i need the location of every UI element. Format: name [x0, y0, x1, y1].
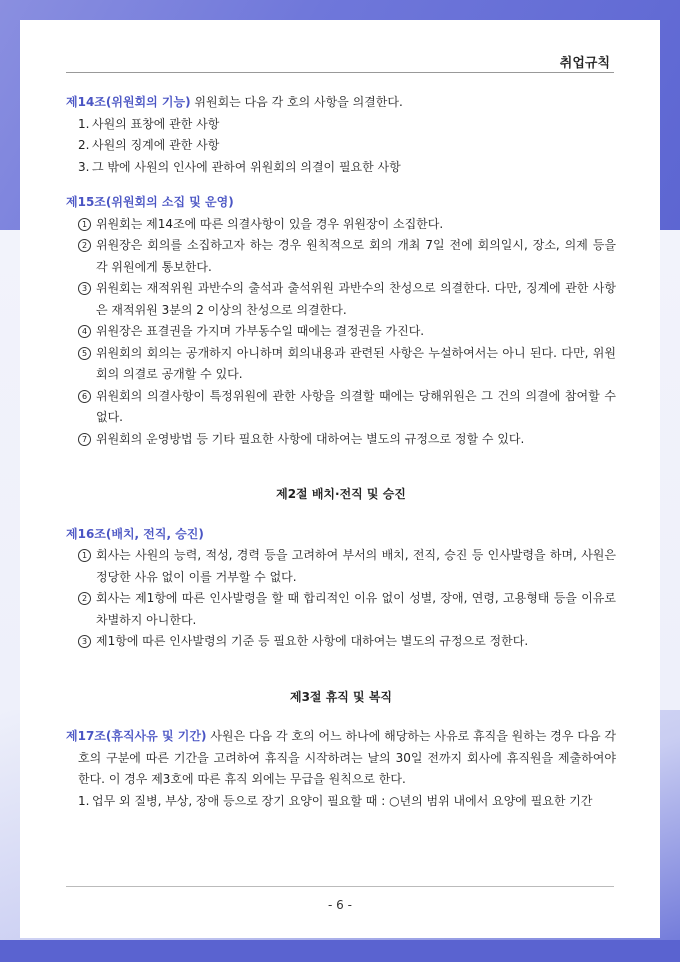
section-2-heading: 제2절 배치·전직 및 승진 — [276, 487, 406, 501]
list-item: 6 위원회의 의결사항이 특정위원에 관한 사항을 의결할 때에는 당해위원은 그 건의 의결에 참여할 수 없다. — [66, 386, 616, 429]
article-17-title: 제17조(휴직사유 및 기간) — [66, 729, 207, 743]
article-16 — [66, 524, 616, 546]
list-item: 3. 그 밖에 사원의 인사에 관하여 위원회의 의결이 필요한 사항 — [78, 159, 401, 174]
list-item: 3 제1항에 따른 인사발령의 기준 등 필요한 사항에 대하여는 별도의 규정으로 정한다. — [66, 631, 616, 653]
article-16-title: 제16조(배치, 전직, 승진) — [66, 526, 204, 541]
page-number: - 6 - — [328, 898, 352, 912]
article-14 — [66, 92, 616, 114]
article-17 — [66, 726, 616, 791]
footer-divider — [66, 886, 614, 887]
article-15 — [66, 192, 616, 214]
document-body — [66, 92, 616, 812]
list-item: 1. 사원의 표창에 관한 사항 — [78, 116, 220, 131]
list-item: 4 위원장은 표결권을 가지며 가부동수일 때에는 결정권을 가진다. — [66, 321, 616, 343]
list-item: 5 위원회의 회의는 공개하지 아니하며 회의내용과 관련된 사항은 누설하여서는 아니 된다. 다만, 위원회의 의결로 공개할 수 있다. — [66, 343, 616, 386]
document-page — [20, 20, 660, 938]
list-item: 1. 업무 외 질병, 부상, 장애 등으로 장기 요양이 필요할 때 : ○년의 범위 내에서 요양에 필요한 기간 — [78, 793, 593, 808]
article-17-intro: 사원은 다음 각 호의 어느 하나에 해당하는 사유로 휴직을 원하는 경우 다음 각 호의 구분에 따른 기간을 고려하여 휴직을 시작하려는 날의 30일 전까지 회사에 휴직원을 제출하여야 한다. 이 경우 제3호에 따른 휴직 외에는 무급을 원칙으로 한다. — [78, 729, 616, 786]
header-divider — [66, 72, 614, 73]
list-item: 2 위원장은 회의를 소집하고자 하는 경우 원칙적으로 회의 개최 7일 전에 회의일시, 장소, 의제 등을 각 위원에게 통보한다. — [66, 235, 616, 278]
list-item: 3 위원회는 재적위원 과반수의 출석과 출석위원 과반수의 찬성으로 의결한다. 다만, 징계에 관한 사항은 재적위원 3분의 2 이상의 찬성으로 의결한다. — [66, 278, 616, 321]
list-item: 2. 사원의 징계에 관한 사항 — [78, 138, 220, 152]
header-title: 취업규칙 — [559, 56, 610, 71]
article-15-title: 제15조(위원회의 소집 및 운영) — [66, 195, 234, 209]
list-item: 2 회사는 제1항에 따른 인사발령을 할 때 합리적인 이유 없이 성별, 장애, 연령, 고용형태 등을 이유로 차별하지 아니한다. — [66, 588, 616, 631]
section-3-heading: 제3절 휴직 및 복직 — [289, 689, 393, 704]
list-item: 1 위원회는 제14조에 따른 의결사항이 있을 경우 위원장이 소집한다. — [66, 214, 616, 236]
bottom-bar — [0, 940, 680, 962]
list-item: 7 위원회의 운영방법 등 기타 필요한 사항에 대하여는 별도의 규정으로 정할 수 있다. — [66, 429, 616, 451]
article-14-intro: 위원회는 다음 각 호의 사항을 의결한다. — [190, 95, 403, 109]
article-14-title: 제14조(위원회의 기능) — [66, 95, 191, 109]
list-item: 1 회사는 사원의 능력, 적성, 경력 등을 고려하여 부서의 배치, 전직, 승진 등 인사발령을 하며, 사원은 정당한 사유 없이 이를 거부할 수 없다. — [66, 545, 616, 588]
